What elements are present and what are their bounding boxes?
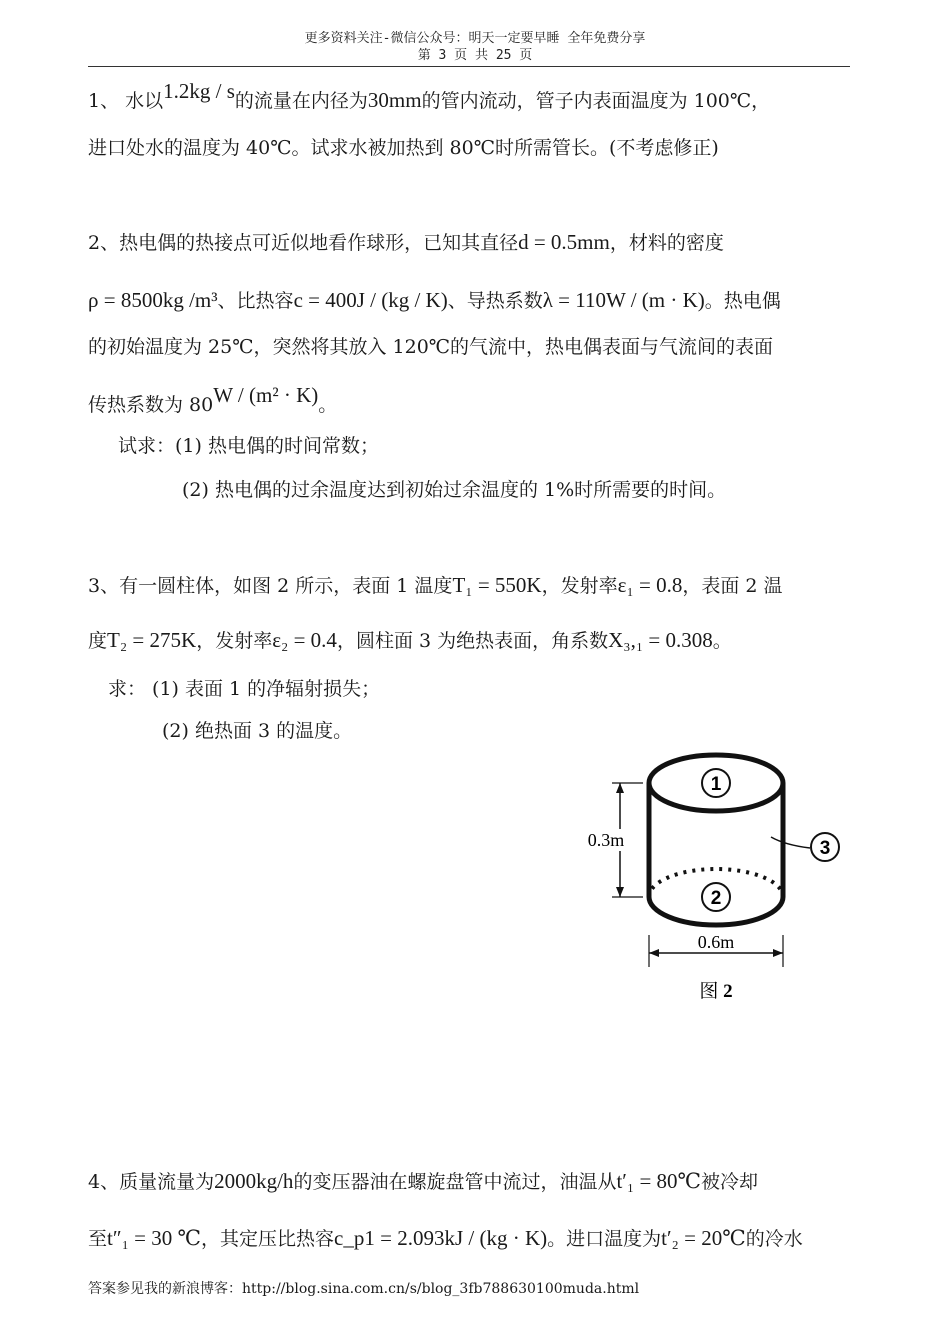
q1-text-1: 1、 水以 [88, 90, 164, 112]
label-2: 2 [710, 888, 722, 909]
header-rule [88, 66, 850, 67]
q2-text-4: 、导热系数 [447, 290, 543, 312]
q2-line-1 [88, 230, 724, 255]
q4-text-3: 被冷却 [701, 1171, 759, 1193]
q2-line-3: 的初始温度为 25℃，突然将其放入 120℃的气流中，热电偶表面与气流间的表面 [88, 336, 774, 358]
q1-text-2: 的流量在内径为 [234, 90, 368, 112]
q3-text-2: ，发射率 [541, 575, 618, 597]
q4-text-6: 。进口温度为 [547, 1228, 662, 1250]
page-number: 第 3 页 共 25 页 [417, 48, 533, 63]
q3-ask-2: (2) 绝热面 3 的温度。 [162, 720, 353, 742]
q1-diameter: 30mm [367, 88, 422, 112]
q4-outlet-oil-temp: t″₁ = 30 ℃ [107, 1226, 202, 1250]
q2-ask-1: 试求：(1) 热电偶的时间常数； [118, 435, 379, 457]
q4-water-inlet-temp: t′₂ = 20℃ [661, 1226, 746, 1250]
q4-specific-heat: c_p1 = 2.093kJ / (kg · K) [334, 1226, 548, 1250]
q3-text-4: 度 [88, 630, 108, 652]
q3-line-1 [88, 573, 783, 598]
q1-line-1 [88, 79, 771, 113]
cylinder-figure [575, 745, 865, 1005]
footer-blog-link[interactable]: 答案参见我的新浪博客：http://blog.sina.com.cn/s/blog_3fb788630100muda.html [88, 1281, 640, 1297]
q3-text-1: 3、有一圆柱体，如图 2 所示，表面 1 温度 [88, 575, 453, 597]
q3-eps1: ε₁ = 0.8 [617, 573, 683, 597]
height-arrow-bottom [616, 887, 624, 897]
width-label: 0.6m [697, 932, 735, 952]
q2-ask-2: (2) 热电偶的过余温度达到初始过余温度的 1%时所需要的时间。 [182, 479, 727, 501]
q2-density: ρ = 8500kg /m³ [88, 288, 218, 312]
label-1: 1 [710, 774, 722, 795]
q3-view-factor: X₃,₁ = 0.308 [608, 628, 713, 652]
q4-line-2 [88, 1226, 803, 1251]
q4-line-1 [88, 1169, 758, 1194]
q3-eps2: ε₂ = 0.4 [272, 628, 337, 652]
q2-line-4 [88, 383, 338, 417]
q2-text-5: 。热电偶 [704, 290, 781, 312]
q4-mass-flow: 2000kg/h [214, 1169, 294, 1193]
q1-text-3: 的管内流动，管子内表面温度为 100℃， [421, 90, 771, 112]
q3-text-6: ，圆柱面 3 为绝热表面，角系数 [336, 630, 609, 652]
q2-conductivity: λ = 110W / (m · K) [542, 288, 705, 312]
label-3: 3 [819, 838, 831, 859]
q2-text-7: 。 [318, 394, 338, 416]
q2-htc-unit: W / (m² · K) [213, 383, 319, 407]
q4-text-1: 4、质量流量为 [88, 1171, 215, 1193]
figure-caption: 图 2 [699, 981, 733, 1002]
q4-text-4: 至 [88, 1228, 108, 1250]
q1-flow-rate: 1.2kg / s [163, 79, 235, 103]
q2-text-2: ，材料的密度 [609, 232, 724, 254]
leader-line-3 [771, 837, 810, 848]
q2-text-3: 、比热容 [217, 290, 294, 312]
q3-text-3: ，表面 2 温 [682, 575, 783, 597]
width-arrow-left [649, 949, 659, 957]
q3-t1: T₁ = 550K [452, 573, 542, 597]
q3-text-5: ，发射率 [196, 630, 273, 652]
q2-line-2 [88, 288, 781, 313]
header-line-1: 更多资料关注-微信公众号：明天一定要早睡 全年免费分享 [304, 31, 646, 46]
q4-text-2: 的变压器油在螺旋盘管中流过，油温从 [293, 1171, 617, 1193]
q4-text-5: ，其定压比热容 [201, 1228, 335, 1250]
q2-diameter: d = 0.5mm [518, 230, 610, 254]
q3-ask-1: 求： (1) 表面 1 的净辐射损失； [108, 678, 381, 700]
q2-text-6: 传热系数为 80 [88, 394, 214, 416]
q4-text-7: 的冷水 [745, 1228, 803, 1250]
q2-text-1: 2、热电偶的热接点可近似地看作球形，已知其直径 [88, 232, 519, 254]
height-arrow-top [616, 783, 624, 793]
q3-line-2 [88, 628, 732, 653]
q2-specific-heat: c = 400J / (kg / K) [293, 288, 448, 312]
height-label: 0.3m [587, 830, 625, 850]
q1-line-2: 进口处水的温度为 40℃。试求水被加热到 80℃时所需管长。(不考虑修正) [88, 137, 719, 159]
q3-t2: T₂ = 275K [107, 628, 197, 652]
width-arrow-right [773, 949, 783, 957]
q4-inlet-oil-temp: t′₁ = 80℃ [616, 1169, 702, 1193]
q3-text-7: 。 [712, 630, 732, 652]
